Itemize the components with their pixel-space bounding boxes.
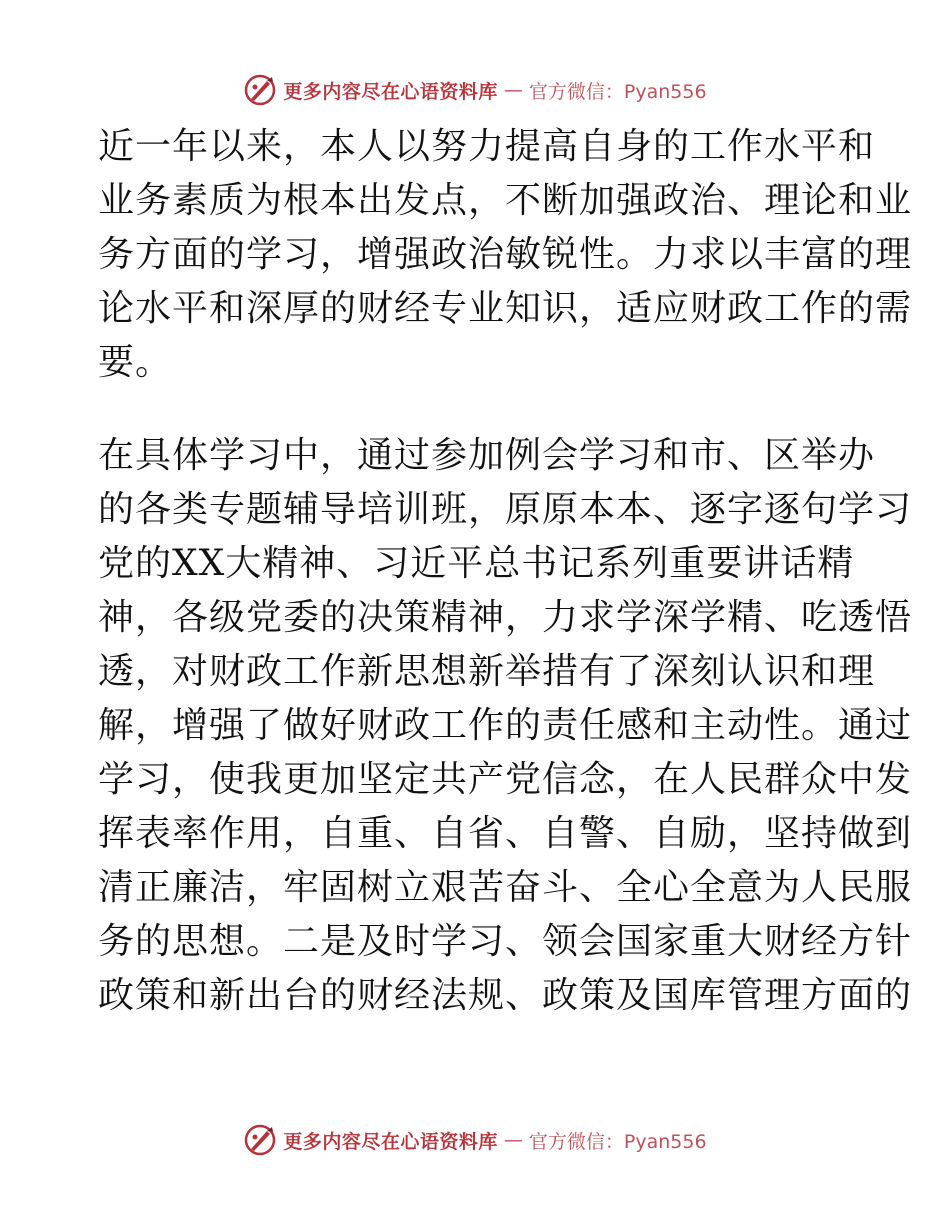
text-line: 要。 [98,342,173,383]
text-line: 学习，使我更加坚定共产党信念，在人民群众中发 [98,759,913,800]
header-brand-text: 更多内容尽在心语资料库 [283,80,498,103]
footer-banner [0,1120,950,1160]
footer-wechat-text: 官方微信：Pyan556 [528,1130,707,1153]
text-line: 在具体学习中，通过参加例会学习和市、区举办 [98,435,876,476]
quill-pen-logo-icon [243,1123,277,1157]
text-line: 挥表率作用，自重、自省、自警、自励，坚持做到 [98,813,913,854]
header-banner [0,70,950,110]
text-line: 的各类专题辅导培训班，原原本本、逐字逐句学习 [98,489,913,530]
text-line: 务的思想。二是及时学习、领会国家重大财经方针 [98,921,913,962]
text-line: 政策和新出台的财经法规、政策及国库管理方面的 [98,975,913,1016]
text-line: 解，增强了做好财政工作的责任感和主动性。通过 [98,705,913,746]
text-line: 业务素质为根本出发点，不断加强政治、理论和业 [98,180,913,221]
paragraph-2 [98,429,913,1023]
footer-brand-text: 更多内容尽在心语资料库 [283,1130,498,1153]
paragraph-1 [98,120,913,390]
quill-pen-logo-icon [243,73,277,107]
text-line: 务方面的学习，增强政治敏锐性。力求以丰富的理 [98,234,913,275]
footer-separator: — [503,1129,523,1151]
text-line: 清正廉洁，牢固树立艰苦奋斗、全心全意为人民服 [98,867,913,908]
text-line: 神，各级党委的决策精神，力求学深学精、吃透悟 [98,597,913,638]
text-line: 论水平和深厚的财经专业知识，适应财政工作的需 [98,288,913,329]
header-separator: — [503,79,523,101]
text-line: 近一年以来，本人以努力提高自身的工作水平和 [98,126,876,167]
text-line: 透，对财政工作新思想新举措有了深刻认识和理 [98,651,876,692]
text-line: 党的XX大精神、习近平总书记系列重要讲话精 [98,543,855,584]
header-wechat-text: 官方微信：Pyan556 [528,80,707,103]
